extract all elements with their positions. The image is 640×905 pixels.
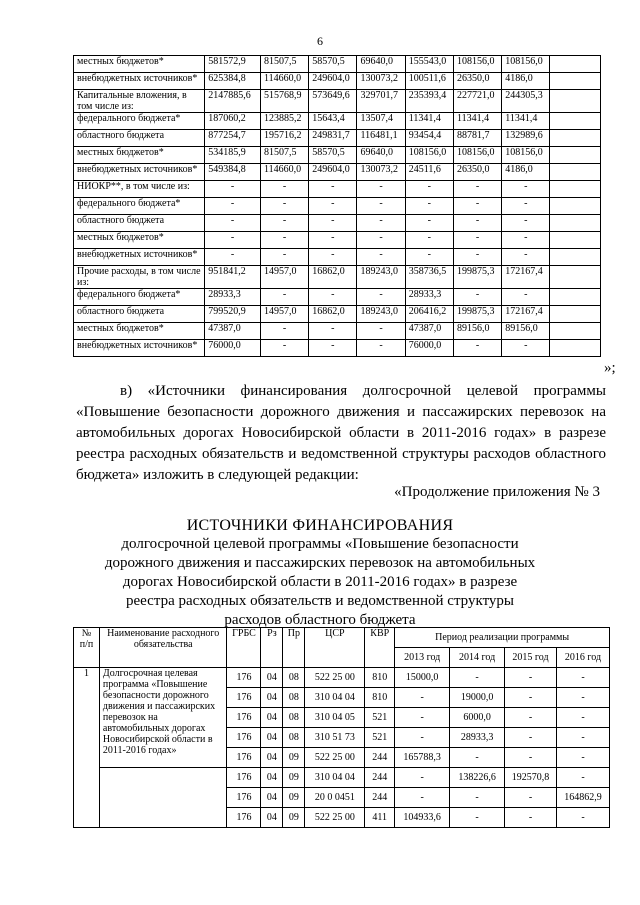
header-pr: Пр: [283, 628, 305, 668]
value-cell: -: [502, 289, 550, 306]
value-cell: -: [357, 249, 405, 266]
value-cell: 244305,3: [502, 90, 550, 113]
empty-cell: [550, 147, 601, 164]
year-value: -: [450, 748, 505, 768]
header-year: 2013 год: [395, 648, 450, 668]
cell-kvr: 244: [365, 788, 395, 808]
value-cell: -: [309, 215, 357, 232]
appendix-continuation: «Продолжение приложения № 3: [394, 484, 600, 500]
value-cell: 114660,0: [260, 164, 308, 181]
table-row: [74, 181, 601, 198]
value-cell: 89156,0: [502, 323, 550, 340]
value-cell: -: [357, 181, 405, 198]
cell-grbs: 176: [227, 748, 261, 768]
value-cell: 155543,0: [405, 56, 453, 73]
value-cell: -: [453, 249, 501, 266]
cell-csr: 310 04 04: [305, 768, 365, 788]
table-row: [74, 232, 601, 249]
value-cell: -: [502, 249, 550, 266]
row-label: федерального бюджета*: [74, 289, 205, 306]
row-label: федерального бюджета*: [74, 198, 205, 215]
value-cell: 13507,4: [357, 113, 405, 130]
table-row: [74, 198, 601, 215]
empty-cell: [550, 266, 601, 289]
value-cell: -: [357, 323, 405, 340]
value-cell: 235393,4: [405, 90, 453, 113]
value-cell: -: [309, 340, 357, 357]
value-cell: 108156,0: [453, 147, 501, 164]
value-cell: 11341,4: [453, 113, 501, 130]
value-cell: -: [309, 181, 357, 198]
table-row: [74, 323, 601, 340]
table-row: [74, 668, 610, 688]
cell-csr: 310 51 73: [305, 728, 365, 748]
cell-rz: 04: [261, 708, 283, 728]
value-cell: 4186,0: [502, 73, 550, 90]
value-cell: 114660,0: [260, 73, 308, 90]
table-row: [74, 266, 601, 289]
value-cell: 951841,2: [205, 266, 261, 289]
closing-quote-mark: »;: [604, 360, 616, 376]
value-cell: -: [357, 340, 405, 357]
empty-cell: [550, 340, 601, 357]
empty-cell: [550, 323, 601, 340]
cell-pr: 09: [283, 748, 305, 768]
value-cell: 15643,4: [309, 113, 357, 130]
row-label: НИОКР**, в том числе из:: [74, 181, 205, 198]
value-cell: -: [502, 181, 550, 198]
header-name: Наименование расходного обязательства: [99, 628, 227, 668]
header-period: Период реализации программы: [395, 628, 610, 648]
row-label: областного бюджета: [74, 306, 205, 323]
table-row: [74, 768, 610, 788]
table-row: [74, 249, 601, 266]
value-cell: 89156,0: [453, 323, 501, 340]
value-cell: -: [453, 289, 501, 306]
year-value: 6000,0: [450, 708, 505, 728]
item-name: Долгосрочная целевая программа «Повышение безопасности дорожного движения и пассажирских перевозок на автомобильных дорогах Новосибирской области в 2011-2016 годах»: [99, 668, 227, 768]
header-grbs: ГРБС: [227, 628, 261, 668]
header-nn: № п/п: [74, 628, 100, 668]
value-cell: 11341,4: [405, 113, 453, 130]
header-year: 2016 год: [556, 648, 609, 668]
value-cell: -: [502, 215, 550, 232]
cell-grbs: 176: [227, 728, 261, 748]
value-cell: 14957,0: [260, 266, 308, 289]
cell-grbs: 176: [227, 768, 261, 788]
year-value: -: [505, 668, 557, 688]
empty-cell: [550, 306, 601, 323]
value-cell: 76000,0: [205, 340, 261, 357]
header-csr: ЦСР: [305, 628, 365, 668]
cell-grbs: 176: [227, 668, 261, 688]
value-cell: 108156,0: [502, 56, 550, 73]
empty-cell: [550, 232, 601, 249]
table-row: [74, 340, 601, 357]
heading-line: дорогах Новосибирской области в 2011-2016 годах» в разрезе: [122, 574, 518, 590]
value-cell: 47387,0: [205, 323, 261, 340]
header-kvr: КВР: [365, 628, 395, 668]
heading-title: ИСТОЧНИКИ ФИНАНСИРОВАНИЯ: [186, 517, 454, 534]
value-cell: -: [309, 198, 357, 215]
value-cell: 123885,2: [260, 113, 308, 130]
value-cell: -: [309, 323, 357, 340]
value-cell: -: [453, 215, 501, 232]
row-label: федерального бюджета*: [74, 113, 205, 130]
amendment-paragraph: в) «Источники финансирования долгосрочной целевой программы «Повышение безопасности дорожного движения и пассажирских перевозок на автомобильных дорогах Новосибирской области в 2011-2016 годах» в разрезе реестра расходных обязательств и ведомственной структуры расходов областного бюджета» изложить в следующей редакции:: [76, 383, 606, 483]
year-value: 164862,9: [556, 788, 609, 808]
value-cell: -: [309, 289, 357, 306]
empty-cell: [550, 181, 601, 198]
value-cell: 358736,5: [405, 266, 453, 289]
cell-csr: 522 25 00: [305, 668, 365, 688]
year-value: -: [505, 688, 557, 708]
cell-grbs: 176: [227, 808, 261, 828]
table-row: [74, 56, 601, 73]
value-cell: 549384,8: [205, 164, 261, 181]
value-cell: -: [405, 232, 453, 249]
cell-pr: 08: [283, 708, 305, 728]
value-cell: 573649,6: [309, 90, 357, 113]
value-cell: -: [205, 249, 261, 266]
year-value: 104933,6: [395, 808, 450, 828]
value-cell: 24511,6: [405, 164, 453, 181]
value-cell: -: [405, 215, 453, 232]
header-rz: Рз: [261, 628, 283, 668]
year-value: -: [556, 728, 609, 748]
row-label: Капитальные вложения, в том числе из:: [74, 90, 205, 113]
cell-kvr: 810: [365, 688, 395, 708]
year-value: -: [450, 788, 505, 808]
value-cell: 534185,9: [205, 147, 261, 164]
empty-cell: [550, 289, 601, 306]
value-cell: 249831,7: [309, 130, 357, 147]
value-cell: -: [357, 232, 405, 249]
value-cell: 93454,4: [405, 130, 453, 147]
value-cell: 108156,0: [453, 56, 501, 73]
value-cell: 69640,0: [357, 56, 405, 73]
heading-line: расходов областного бюджета: [224, 612, 416, 628]
table-row: [74, 73, 601, 90]
year-value: -: [450, 808, 505, 828]
value-cell: -: [260, 249, 308, 266]
year-value: 192570,8: [505, 768, 557, 788]
cell-csr: 522 25 00: [305, 808, 365, 828]
value-cell: -: [260, 323, 308, 340]
value-cell: -: [205, 198, 261, 215]
row-label: внебюджетных источников*: [74, 249, 205, 266]
year-value: -: [395, 728, 450, 748]
cell-rz: 04: [261, 728, 283, 748]
row-label: областного бюджета: [74, 215, 205, 232]
year-value: -: [505, 748, 557, 768]
row-label: местных бюджетов*: [74, 323, 205, 340]
row-label: внебюджетных источников*: [74, 73, 205, 90]
row-label: внебюджетных источников*: [74, 340, 205, 357]
cell-kvr: 810: [365, 668, 395, 688]
heading-line: реестра расходных обязательств и ведомственной структуры: [125, 593, 515, 609]
value-cell: 16862,0: [309, 306, 357, 323]
value-cell: 26350,0: [453, 164, 501, 181]
value-cell: 187060,2: [205, 113, 261, 130]
value-cell: 227721,0: [453, 90, 501, 113]
table-row: [74, 130, 601, 147]
cell-rz: 04: [261, 768, 283, 788]
empty-cell: [550, 130, 601, 147]
year-value: -: [505, 808, 557, 828]
cell-grbs: 176: [227, 788, 261, 808]
year-value: -: [395, 688, 450, 708]
cell-kvr: 521: [365, 728, 395, 748]
value-cell: 189243,0: [357, 266, 405, 289]
year-value: -: [556, 808, 609, 828]
value-cell: 189243,0: [357, 306, 405, 323]
cell-pr: 09: [283, 768, 305, 788]
value-cell: 625384,8: [205, 73, 261, 90]
value-cell: 100511,6: [405, 73, 453, 90]
sources-table: [73, 627, 610, 828]
cell-grbs: 176: [227, 688, 261, 708]
year-value: -: [505, 708, 557, 728]
value-cell: 11341,4: [502, 113, 550, 130]
cell-rz: 04: [261, 808, 283, 828]
value-cell: -: [357, 289, 405, 306]
financing-summary-table: [73, 55, 601, 357]
value-cell: -: [260, 181, 308, 198]
row-label: областного бюджета: [74, 130, 205, 147]
value-cell: 195716,2: [260, 130, 308, 147]
value-cell: 69640,0: [357, 147, 405, 164]
cell-pr: 08: [283, 728, 305, 748]
header-year: 2014 год: [450, 648, 505, 668]
value-cell: -: [260, 289, 308, 306]
value-cell: -: [502, 340, 550, 357]
table-row: [74, 289, 601, 306]
year-value: -: [395, 788, 450, 808]
cell-kvr: 244: [365, 748, 395, 768]
value-cell: 515768,9: [260, 90, 308, 113]
value-cell: -: [260, 340, 308, 357]
cell-kvr: 411: [365, 808, 395, 828]
cell-rz: 04: [261, 788, 283, 808]
value-cell: -: [453, 232, 501, 249]
cell-pr: 08: [283, 688, 305, 708]
year-value: 28933,3: [450, 728, 505, 748]
value-cell: 2147885,6: [205, 90, 261, 113]
empty-cell: [550, 198, 601, 215]
value-cell: 28933,3: [205, 289, 261, 306]
empty-cell: [550, 90, 601, 113]
year-value: -: [556, 688, 609, 708]
value-cell: -: [205, 215, 261, 232]
value-cell: 81507,5: [260, 147, 308, 164]
value-cell: -: [405, 181, 453, 198]
year-value: -: [395, 768, 450, 788]
value-cell: -: [502, 232, 550, 249]
cell-kvr: 244: [365, 768, 395, 788]
value-cell: 249604,0: [309, 73, 357, 90]
cell-pr: 09: [283, 808, 305, 828]
value-cell: -: [260, 215, 308, 232]
row-label: местных бюджетов*: [74, 56, 205, 73]
value-cell: 28933,3: [405, 289, 453, 306]
value-cell: -: [260, 232, 308, 249]
value-cell: 58570,5: [309, 56, 357, 73]
value-cell: -: [205, 181, 261, 198]
year-value: 165788,3: [395, 748, 450, 768]
value-cell: 172167,4: [502, 306, 550, 323]
value-cell: -: [453, 340, 501, 357]
cell-rz: 04: [261, 748, 283, 768]
value-cell: 26350,0: [453, 73, 501, 90]
empty-cell: [550, 113, 601, 130]
page-number: 6: [317, 34, 323, 48]
value-cell: -: [357, 198, 405, 215]
table-row: [74, 164, 601, 181]
value-cell: -: [205, 232, 261, 249]
value-cell: -: [260, 198, 308, 215]
value-cell: 47387,0: [405, 323, 453, 340]
empty-cell: [550, 73, 601, 90]
value-cell: 108156,0: [502, 147, 550, 164]
value-cell: 199875,3: [453, 306, 501, 323]
value-cell: 130073,2: [357, 73, 405, 90]
empty-cell: [550, 164, 601, 181]
table-row: [74, 215, 601, 232]
row-label: местных бюджетов*: [74, 232, 205, 249]
heading-line: долгосрочной целевой программы «Повышение безопасности: [121, 536, 519, 552]
table-row: [74, 147, 601, 164]
empty-cell: [99, 768, 227, 828]
cell-pr: 08: [283, 668, 305, 688]
value-cell: 199875,3: [453, 266, 501, 289]
year-value: 15000,0: [395, 668, 450, 688]
value-cell: -: [453, 181, 501, 198]
table-row: [74, 113, 601, 130]
value-cell: 877254,7: [205, 130, 261, 147]
cell-pr: 09: [283, 788, 305, 808]
value-cell: -: [502, 198, 550, 215]
year-value: -: [556, 748, 609, 768]
value-cell: 132989,6: [502, 130, 550, 147]
row-label: местных бюджетов*: [74, 147, 205, 164]
item-number: 1: [74, 668, 100, 828]
value-cell: -: [309, 249, 357, 266]
value-cell: 799520,9: [205, 306, 261, 323]
year-value: -: [556, 708, 609, 728]
cell-csr: 522 25 00: [305, 748, 365, 768]
value-cell: 130073,2: [357, 164, 405, 181]
year-value: 138226,6: [450, 768, 505, 788]
cell-csr: 20 0 0451: [305, 788, 365, 808]
cell-csr: 310 04 05: [305, 708, 365, 728]
cell-grbs: 176: [227, 708, 261, 728]
year-value: -: [505, 788, 557, 808]
value-cell: 116481,1: [357, 130, 405, 147]
cell-rz: 04: [261, 668, 283, 688]
value-cell: -: [405, 198, 453, 215]
empty-cell: [550, 56, 601, 73]
empty-cell: [550, 215, 601, 232]
cell-csr: 310 04 04: [305, 688, 365, 708]
cell-rz: 04: [261, 688, 283, 708]
value-cell: -: [357, 215, 405, 232]
year-value: -: [395, 708, 450, 728]
value-cell: 81507,5: [260, 56, 308, 73]
heading-line: дорожного движения и пассажирских перевозок на автомобильных: [104, 555, 536, 571]
year-value: 19000,0: [450, 688, 505, 708]
year-value: -: [556, 668, 609, 688]
value-cell: 16862,0: [309, 266, 357, 289]
year-value: -: [505, 728, 557, 748]
value-cell: 76000,0: [405, 340, 453, 357]
value-cell: -: [405, 249, 453, 266]
value-cell: 329701,7: [357, 90, 405, 113]
row-label: внебюджетных источников*: [74, 164, 205, 181]
empty-cell: [550, 249, 601, 266]
row-label: Прочие расходы, в том числе из:: [74, 266, 205, 289]
table-row: [74, 90, 601, 113]
value-cell: -: [453, 198, 501, 215]
cell-kvr: 521: [365, 708, 395, 728]
value-cell: 88781,7: [453, 130, 501, 147]
value-cell: 108156,0: [405, 147, 453, 164]
value-cell: 4186,0: [502, 164, 550, 181]
value-cell: 14957,0: [260, 306, 308, 323]
header-year: 2015 год: [505, 648, 557, 668]
year-value: -: [556, 768, 609, 788]
year-value: -: [450, 668, 505, 688]
value-cell: 249604,0: [309, 164, 357, 181]
table-row: [74, 306, 601, 323]
value-cell: 581572,9: [205, 56, 261, 73]
value-cell: -: [309, 232, 357, 249]
value-cell: 206416,2: [405, 306, 453, 323]
section-heading: [0, 516, 640, 630]
value-cell: 172167,4: [502, 266, 550, 289]
value-cell: 58570,5: [309, 147, 357, 164]
